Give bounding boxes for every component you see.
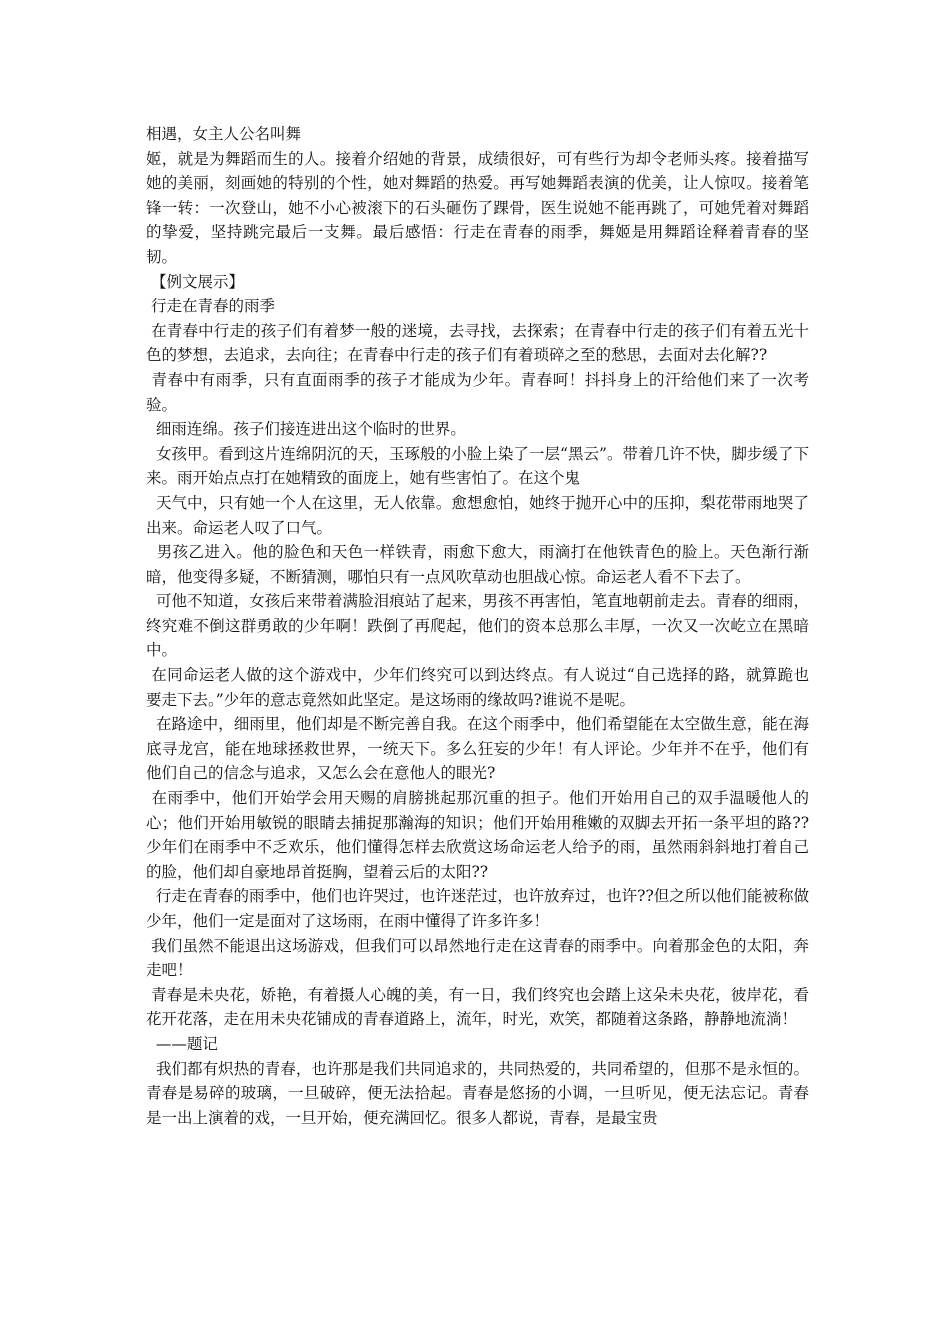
paragraph-9: 天气中，只有她一个人在这里，无人依靠。愈想愈怕，她终于抛开心中的压抑，梨花带雨地哭了出来。命运老人叹了口气。 bbox=[146, 493, 809, 537]
paragraph-8: 女孩甲。看到这片连绵阴沉的天，玉琢般的小脸上染了一层“黑云”。带着几许不快，脚步缓了下来。雨开始点点打在她精致的面庞上，她有些害怕了。在这个鬼 bbox=[146, 444, 809, 488]
epigraph-attribution: ——题记 bbox=[146, 1034, 218, 1053]
paragraph-15: 行走在青春的雨季中，他们也许哭过，也许迷茫过，也许放弃过，也许??但之所以他们能被称做少年，他们一定是面对了这场雨，在雨中懂得了许多许多！ bbox=[146, 887, 809, 930]
paragraph-10: 男孩乙进入。他的脸色和天色一样铁青，雨愈下愈大，雨滴打在他铁青色的脸上。天色渐行渐暗，他变得多疑，不断猜测，哪怕只有一点风吹草动也胆战心惊。命运老人看不下去了。 bbox=[146, 543, 809, 586]
paragraph-7: 细雨连绵。孩子们接连进出这个临时的世界。 bbox=[146, 420, 466, 439]
paragraph-6: 青春中有雨季，只有直面雨季的孩子才能成为少年。青春呵！抖抖身上的汗给他们来了一次考验。 bbox=[146, 370, 809, 414]
paragraph-1: 相遇，女主人公名叫舞 bbox=[146, 125, 302, 143]
paragraph-5: 在青春中行走的孩子们有着梦一般的迷境，去寻找，去探索；在青春中行走的孩子们有着五光十色的梦想，去追求，去向往；在青春中行走的孩子们有着琐碎之至的愁思，去面对去化解?? bbox=[146, 321, 809, 365]
paragraph-19: 我们都有炽热的青春，也许那是我们共同追求的，共同热爱的，共同希望的，但那不是永恒的。青春是易碎的玻璃，一旦破碎，便无法拾起。青春是悠扬的小调，一旦听见，便无法忘记。青春是一出上演着的戏，一旦开始，便充满回忆。很多人都说，青春，是最宝贵 bbox=[146, 1059, 809, 1127]
document-body bbox=[146, 122, 809, 1130]
paragraph-13: 在路途中，细雨里，他们却是不断完善自我。在这个雨季中，他们希望能在太空做生意，能在海底寻龙宫，能在地球拯救世界，一统天下。多么狂妄的少年！有人评论。少年并不在乎，他们有他们自己的信念与追求，又怎么会在意他人的眼光? bbox=[146, 715, 809, 783]
paragraph-12: 在同命运老人做的这个游戏中，少年们终究可以到达终点。有人说过“自己选择的路，就算跪也要走下去。”少年的意志竟然如此坚定。是这场雨的缘故吗?谁说不是呢。 bbox=[146, 666, 809, 709]
paragraph-11: 可他不知道，女孩后来带着满脸泪痕站了起来，男孩不再害怕，笔直地朝前走去。青春的细雨，终究难不倒这群勇敢的少年啊！跌倒了再爬起，他们的资本总那么丰厚，一次又一次屹立在黑暗中。 bbox=[146, 592, 809, 660]
paragraph-14: 在雨季中，他们开始学会用天赐的肩膀挑起那沉重的担子。他们开始用自己的双手温暖他人的心；他们开始用敏锐的眼睛去捕捉那瀚海的知识；他们开始用稚嫩的双脚去开拓一条平坦的路??少年们在雨季中不乏欢乐，他们懂得怎样去欣赏这场命运老人给予的雨，虽然雨斜斜地打着自己的脸，他们却自豪地昂首挺胸，望着云后的太阳?? bbox=[146, 789, 809, 881]
paragraph-2: 姬，就是为舞蹈而生的人。接着介绍她的背景，成绩很好，可有些行为却令老师头疼。接着描写她的美丽，刻画她的特别的个性，她对舞蹈的热爱。再写她舞蹈表演的优美，让人惊叹。接着笔锋一转：一次登山，她不小心被滚下的石头砸伤了踝骨，医生说她不能再跳了，可她凭着对舞蹈的挚爱，坚持跳完最后一支舞。最后感悟：行走在青春的雨季，舞姬是用舞蹈诠释着青春的坚韧。 bbox=[146, 149, 809, 266]
section-heading-example: 【例文展示】 bbox=[146, 272, 244, 291]
paragraph-16: 我们虽然不能退出这场游戏，但我们可以昂然地行走在这青春的雨季中。向着那金色的太阳，奔走吧！ bbox=[146, 936, 809, 980]
essay-title: 行走在青春的雨季 bbox=[146, 297, 275, 316]
paragraph-17: 青春是未央花，娇艳，有着摄人心魄的美，有一日，我们终究也会踏上这朵未央花，彼岸花，看花开花落，走在用未央花铺成的青春道路上，流年，时光，欢笑，都随着这条路，静静地流淌！ bbox=[146, 985, 809, 1029]
